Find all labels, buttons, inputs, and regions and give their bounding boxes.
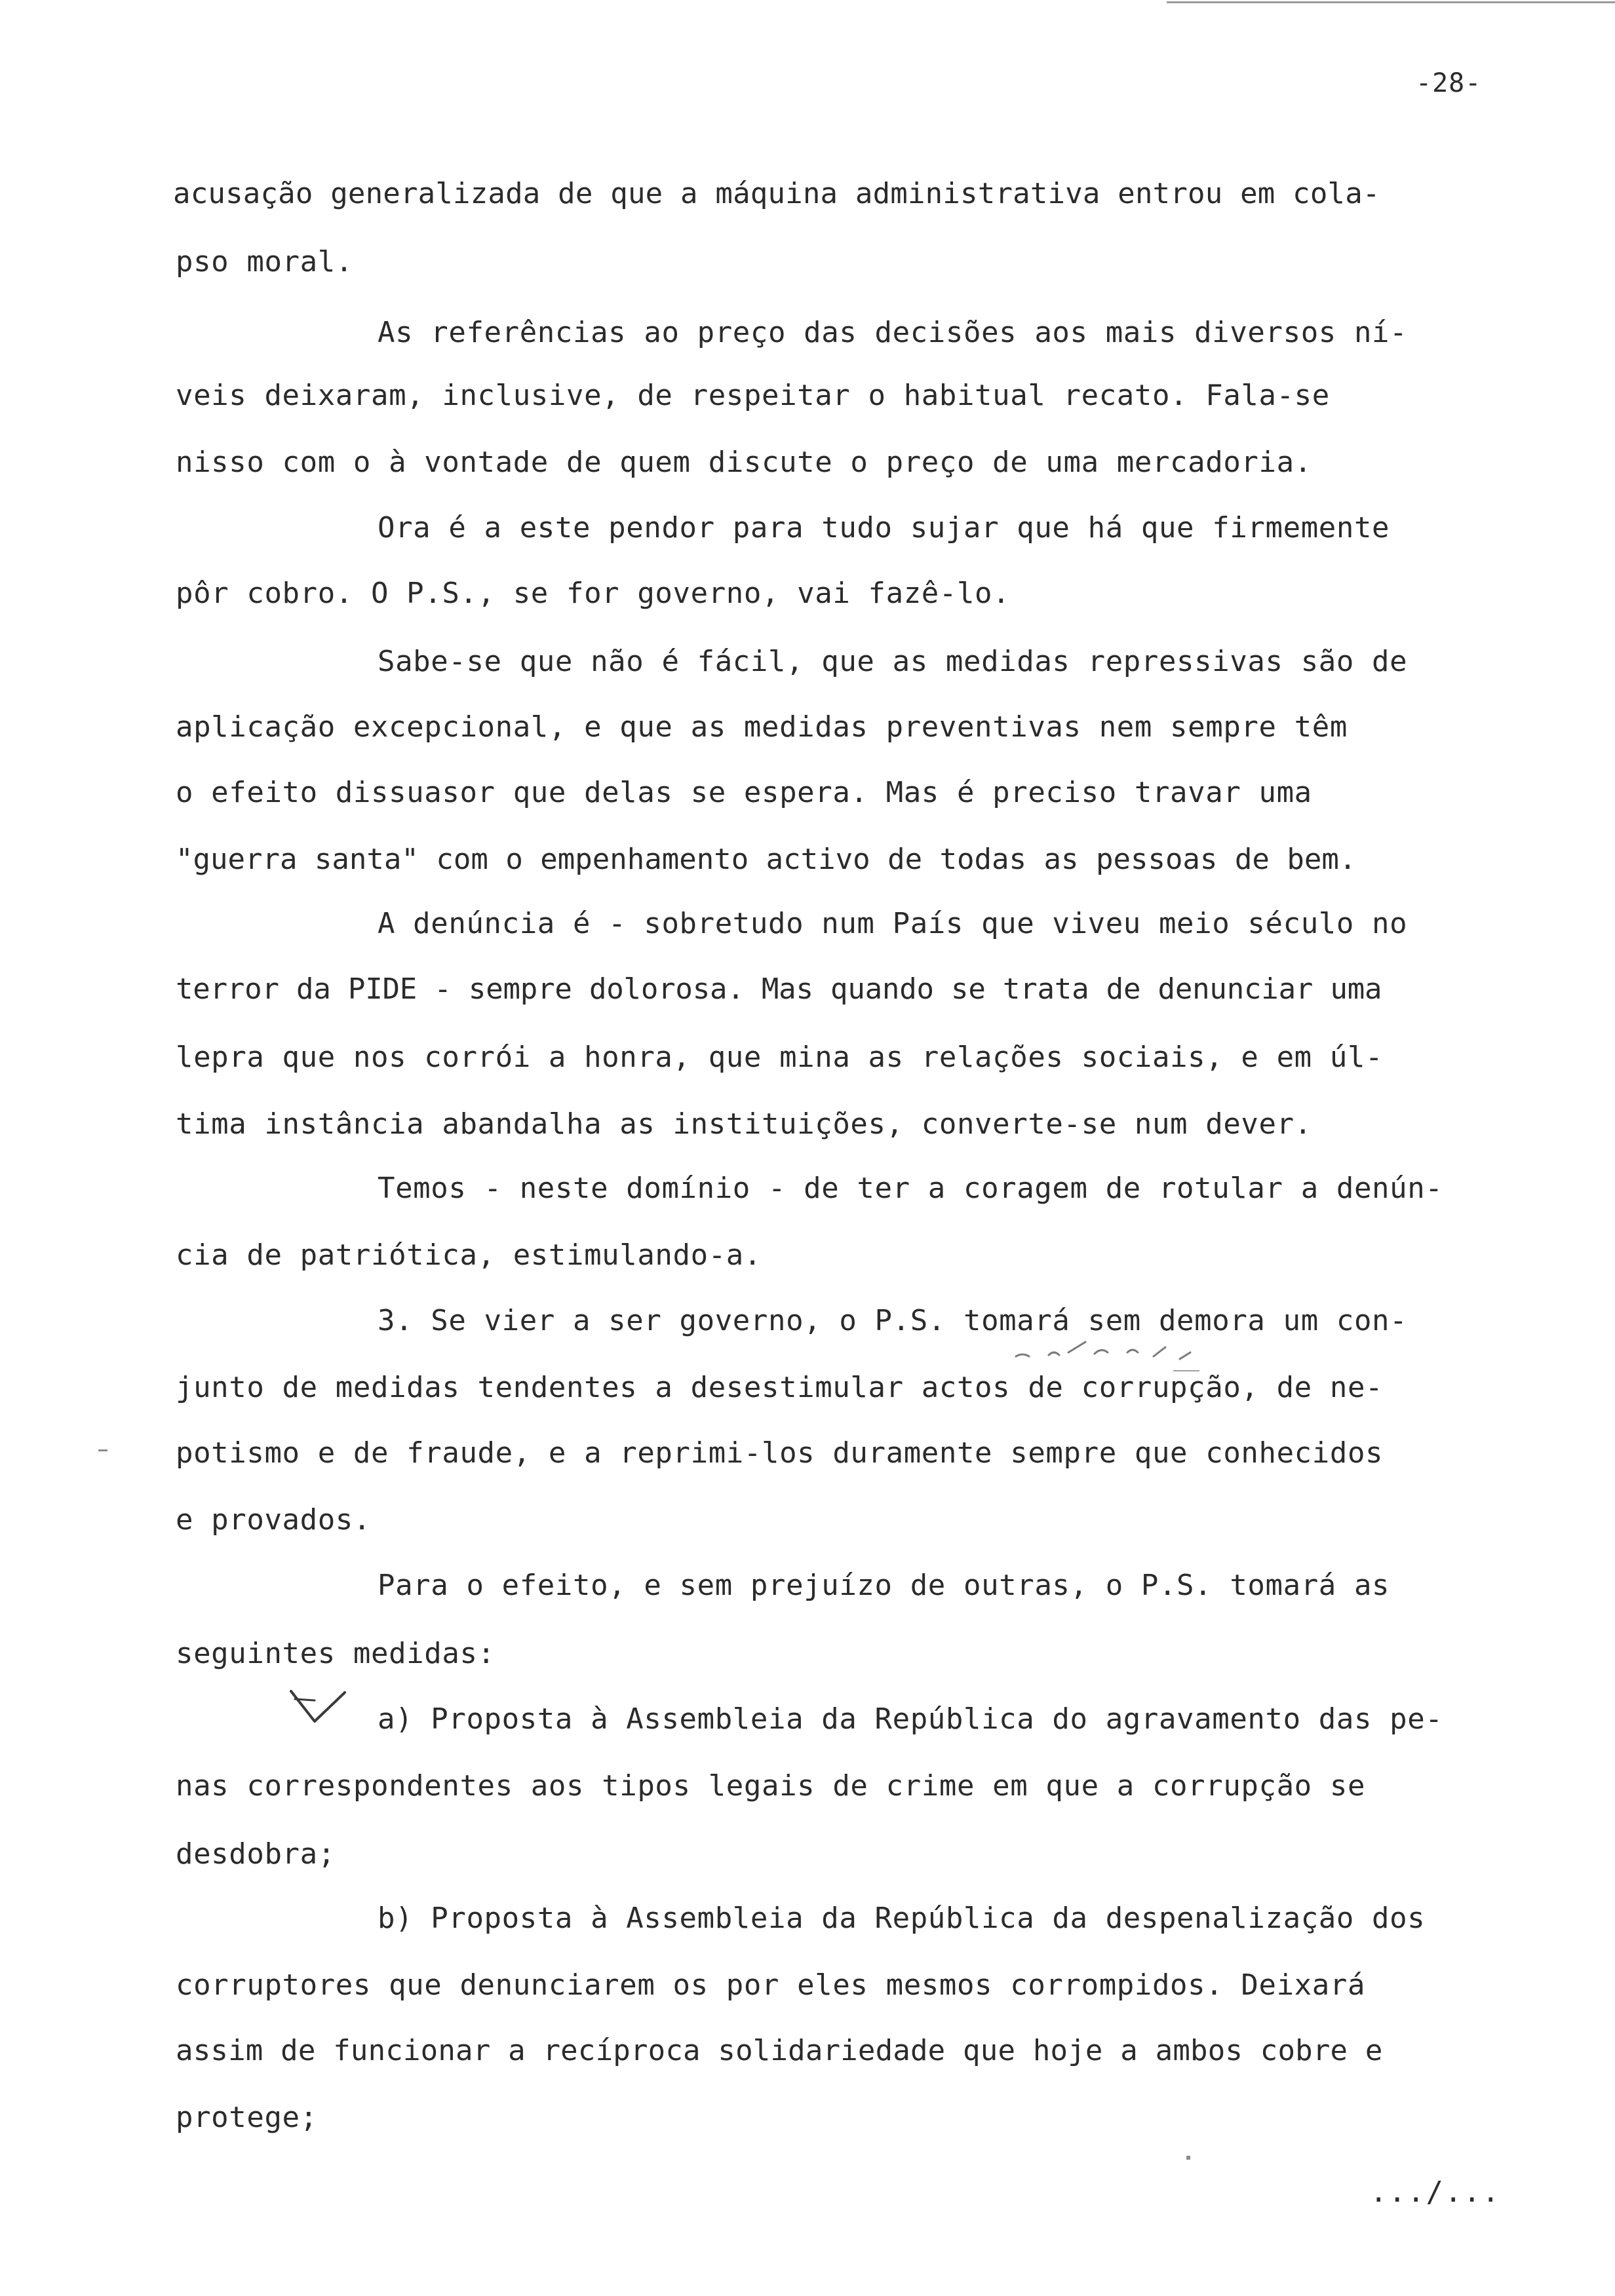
text-line: acusação generalizada de que a máquina administrativa entrou em cola- — [173, 177, 1380, 210]
handwritten-scribble-icon — [1003, 1337, 1219, 1376]
text-line: desdobra; — [176, 1837, 336, 1871]
page-number: -28- — [1416, 68, 1482, 98]
text-line: terror da PIDE - sempre dolorosa. Mas quando se trata de denunciar uma — [176, 972, 1382, 1006]
text-line: Para o efeito, e sem prejuízo de outras, o P.S. tomará as — [378, 1569, 1390, 1602]
text-line: protege; — [176, 2101, 318, 2134]
text-line: pôr cobro. O P.S., se for governo, vai fazê-lo. — [176, 577, 1011, 610]
text-line: a) Proposta à Assembleia da República do agravamento das pe- — [378, 1702, 1443, 1736]
text-line: b) Proposta à Assembleia da República da despenalização dos — [378, 1902, 1426, 1935]
text-line: Temos - neste domínio - de ter a coragem de rotular a denún- — [378, 1172, 1443, 1205]
text-line: lepra que nos corrói a honra, que mina as relações sociais, e em úl- — [176, 1041, 1384, 1074]
text-line: e provados. — [176, 1503, 371, 1537]
text-line: o efeito dissuasor que delas se espera. Mas é preciso travar uma — [176, 776, 1312, 809]
text-line: tima instância abandalha as instituições, converte-se num dever. — [176, 1107, 1312, 1141]
text-line: veis deixaram, inclusive, de respeitar o habitual recato. Fala-se — [176, 379, 1330, 412]
text-line: corruptores que denunciarem os por eles mesmos corrompidos. Deixará — [176, 1968, 1366, 2002]
text-line: assim de funcionar a recíproca solidariedade que hoje a ambos cobre e — [176, 2034, 1383, 2067]
text-line: aplicação excepcional, e que as medidas preventivas nem sempre têm — [176, 710, 1348, 744]
text-line: "guerra santa" com o empenhamento activo de todas as pessoas de bem. — [176, 843, 1357, 876]
text-line: nas correspondentes aos tipos legais de crime em que a corrupção se — [176, 1769, 1366, 1803]
handwritten-check-mark-icon — [288, 1687, 347, 1733]
text-line: A denúncia é - sobretudo num País que viveu meio século no — [378, 907, 1408, 940]
continuation-mark: .../... — [1370, 2175, 1501, 2209]
text-line: cia de patriótica, estimulando-a. — [176, 1238, 762, 1272]
text-line: nisso com o à vontade de quem discute o preço de uma mercadoria. — [176, 446, 1312, 479]
stray-mark — [98, 1449, 107, 1451]
text-line: Sabe-se que não é fácil, que as medidas repressivas são de — [378, 645, 1408, 678]
text-line: pso moral. — [176, 245, 353, 278]
top-edge-rule — [1167, 1, 1615, 3]
stray-mark — [1186, 2156, 1190, 2160]
text-line: 3. Se vier a ser governo, o P.S. tomará sem demora um con- — [378, 1304, 1408, 1337]
text-line: potismo e de fraude, e a reprimi-los duramente sempre que conhecidos — [176, 1436, 1384, 1470]
text-line: Ora é a este pendor para tudo sujar que há que firmemente — [378, 511, 1390, 545]
text-line: junto de medidas tendentes a desestimular actos de corrupção, de ne- — [176, 1371, 1384, 1404]
text-line: seguintes medidas: — [176, 1637, 496, 1670]
text-line: As referências ao preço das decisões aos mais diversos ní- — [378, 316, 1408, 349]
